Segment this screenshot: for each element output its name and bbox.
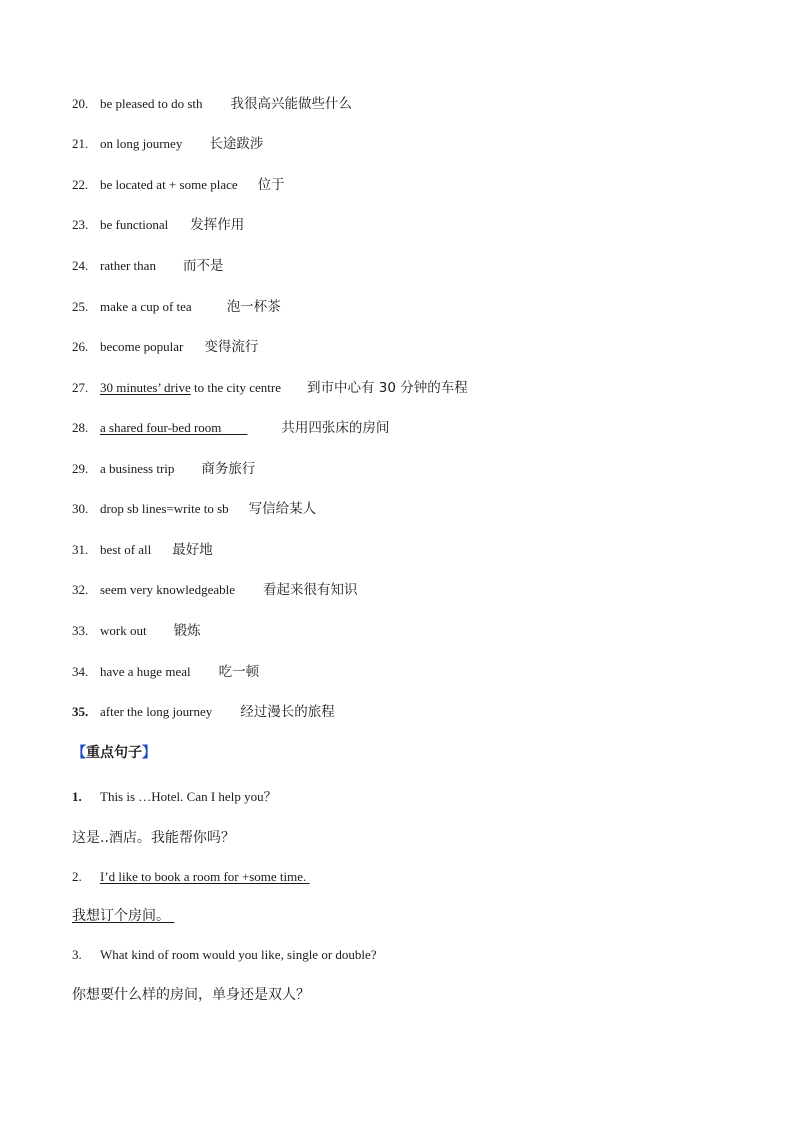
phrase-english: be pleased to do sth	[100, 96, 203, 111]
sentence-english: What kind of room would you like, single or double?	[100, 947, 377, 962]
phrase-chinese: 发挥作用	[190, 217, 245, 233]
item-number: 27.	[72, 380, 89, 395]
item-number: 32.	[72, 582, 89, 597]
item-number: 28.	[72, 420, 89, 435]
phrase-chinese: 锻炼	[173, 623, 201, 639]
sentence-1-chinese: 这是..酒店。我能帮你吗？	[72, 830, 235, 846]
sentence-2-chinese: 我想订个房间。	[72, 908, 170, 924]
sentence-number: 2.	[72, 869, 82, 884]
phrase-chinese: 泡一杯茶	[226, 299, 281, 315]
phrase-english: drop sb lines=write to sb	[100, 501, 229, 516]
phrase-chinese: 写信给某人	[248, 501, 317, 517]
item-number: 26.	[72, 339, 89, 354]
phrase-english-rest: to the city centre	[190, 380, 281, 395]
phrase-english: rather than	[100, 258, 156, 273]
phrase-english: be functional	[100, 217, 169, 232]
phrase-english: best of all	[100, 542, 152, 557]
phrase-english: on long journey	[100, 136, 183, 151]
heading-bracket-close: 】	[142, 745, 156, 761]
phrase-english: make a cup of tea	[100, 299, 192, 314]
phrase-chinese: 而不是	[182, 258, 224, 274]
item-number: 35.	[72, 704, 89, 719]
item-number: 29.	[72, 461, 89, 476]
heading-bracket-open: 【	[72, 745, 86, 761]
phrase-english: become popular	[100, 339, 184, 354]
phrase-chinese: 共用四张床的房间	[281, 420, 390, 436]
phrase-english: after the long journey	[100, 704, 213, 719]
item-number: 20.	[72, 96, 89, 111]
phrase-chinese: 看起来很有知识	[263, 582, 358, 598]
item-number: 24.	[72, 258, 89, 273]
item-number: 34.	[72, 664, 89, 679]
heading-title: 重点句子	[86, 745, 142, 761]
sentence-3-english	[72, 945, 377, 965]
phrase-item-33	[72, 621, 201, 641]
sentence-number: 1.	[72, 789, 82, 804]
phrase-chinese: 我很高兴能做些什么	[230, 96, 353, 112]
phrase-item-25	[72, 297, 281, 317]
item-number: 25.	[72, 299, 89, 314]
item-number: 22.	[72, 177, 89, 192]
phrase-chinese: 长途跋涉	[209, 136, 264, 152]
sentence-1-english	[72, 787, 277, 807]
phrase-item-21	[72, 134, 263, 154]
sentence-number: 3.	[72, 947, 82, 962]
sentence-2-english	[72, 867, 310, 887]
phrase-chinese: 变得流行	[204, 339, 259, 355]
phrase-item-22	[72, 175, 285, 195]
item-number: 30.	[72, 501, 89, 516]
phrase-english: a business trip	[100, 461, 175, 476]
phrase-chinese: 商务旅行	[201, 461, 256, 477]
phrase-item-28	[72, 418, 389, 438]
phrase-item-32	[72, 580, 358, 600]
phrase-item-30	[72, 499, 316, 519]
phrase-item-26	[72, 337, 258, 357]
phrase-item-29	[72, 459, 255, 479]
phrase-item-20	[72, 94, 352, 114]
phrase-item-23	[72, 215, 244, 235]
phrase-item-31	[72, 540, 213, 560]
sentence-english: This is …Hotel. Can I help you？	[100, 789, 277, 804]
item-number: 21.	[72, 136, 89, 151]
item-number: 33.	[72, 623, 89, 638]
item-number: 31.	[72, 542, 89, 557]
phrase-english: have a huge meal	[100, 664, 191, 679]
phrase-chinese: 位于	[257, 177, 285, 193]
phrase-english: a shared four-bed room	[100, 420, 222, 435]
phrase-chinese: 最好地	[172, 542, 213, 558]
sentence-3-chinese: 你想要什么样的房间，单身还是双人？	[72, 987, 310, 1003]
phrase-item-34	[72, 662, 259, 682]
phrase-english: be located at + some place	[100, 177, 238, 192]
phrase-chinese: 经过漫长的旅程	[240, 704, 335, 720]
section-heading-key-sentences	[72, 742, 156, 764]
sentence-english: I’d like to book a room for +some time.	[100, 869, 307, 884]
phrase-item-24	[72, 256, 223, 276]
phrase-english: seem very knowledgeable	[100, 582, 236, 597]
phrase-english-underlined: 30 minutes’ drive	[100, 380, 191, 395]
phrase-item-27	[72, 378, 468, 398]
item-number: 23.	[72, 217, 89, 232]
phrase-english: work out	[100, 623, 147, 638]
phrase-item-35	[72, 702, 335, 722]
phrase-chinese: 吃一顿	[218, 664, 260, 680]
phrase-chinese: 到市中心有 30 分钟的车程	[307, 380, 468, 396]
